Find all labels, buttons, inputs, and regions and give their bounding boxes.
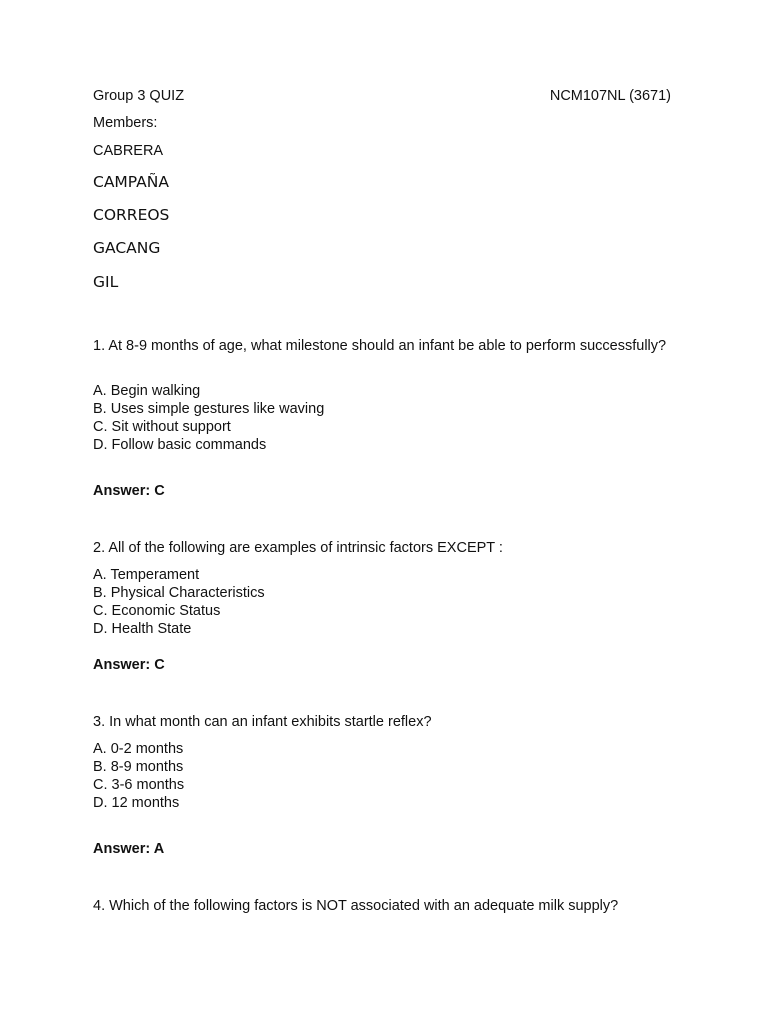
member-name: CABRERA <box>93 143 164 159</box>
member-name: GIL <box>93 273 119 291</box>
course-code: NCM107NL (3671) <box>549 88 671 104</box>
question-3-option-d: D. 12 months <box>93 795 180 811</box>
question-3-option-a: A. 0-2 months <box>93 741 184 757</box>
question-2-option-c: C. Economic Status <box>93 603 221 619</box>
members-label: Members: <box>93 115 158 131</box>
quiz-title: Group 3 QUIZ <box>93 88 185 104</box>
member-name: GACANG <box>93 239 161 257</box>
question-3-option-b: B. 8-9 months <box>93 759 184 775</box>
question-2-text: 2. All of the following are examples of intrinsic factors EXCEPT : <box>93 540 503 556</box>
question-3-text: 3. In what month can an infant exhibits startle reflex? <box>93 714 432 730</box>
question-3-answer: Answer: A <box>93 841 165 857</box>
question-1-answer: Answer: C <box>93 483 165 499</box>
question-2-option-d: D. Health State <box>93 621 192 637</box>
question-2-option-b: B. Physical Characteristics <box>93 585 265 601</box>
question-4-text: 4. Which of the following factors is NOT associated with an adequate milk supply? <box>93 898 619 914</box>
question-1-text: 1. At 8-9 months of age, what milestone should an infant be able to perform successfully? <box>93 338 667 354</box>
question-3-option-c: C. 3-6 months <box>93 777 185 793</box>
question-1-option-d: D. Follow basic commands <box>93 437 267 453</box>
question-1-option-c: C. Sit without support <box>93 419 231 435</box>
question-2-option-a: A. Temperament <box>93 567 200 583</box>
question-1-option-a: A. Begin walking <box>93 383 201 399</box>
question-2-answer: Answer: C <box>93 657 165 673</box>
member-name: CAMPAÑA <box>93 173 169 191</box>
question-1-option-b: B. Uses simple gestures like waving <box>93 401 325 417</box>
member-name: CORREOS <box>93 206 170 224</box>
